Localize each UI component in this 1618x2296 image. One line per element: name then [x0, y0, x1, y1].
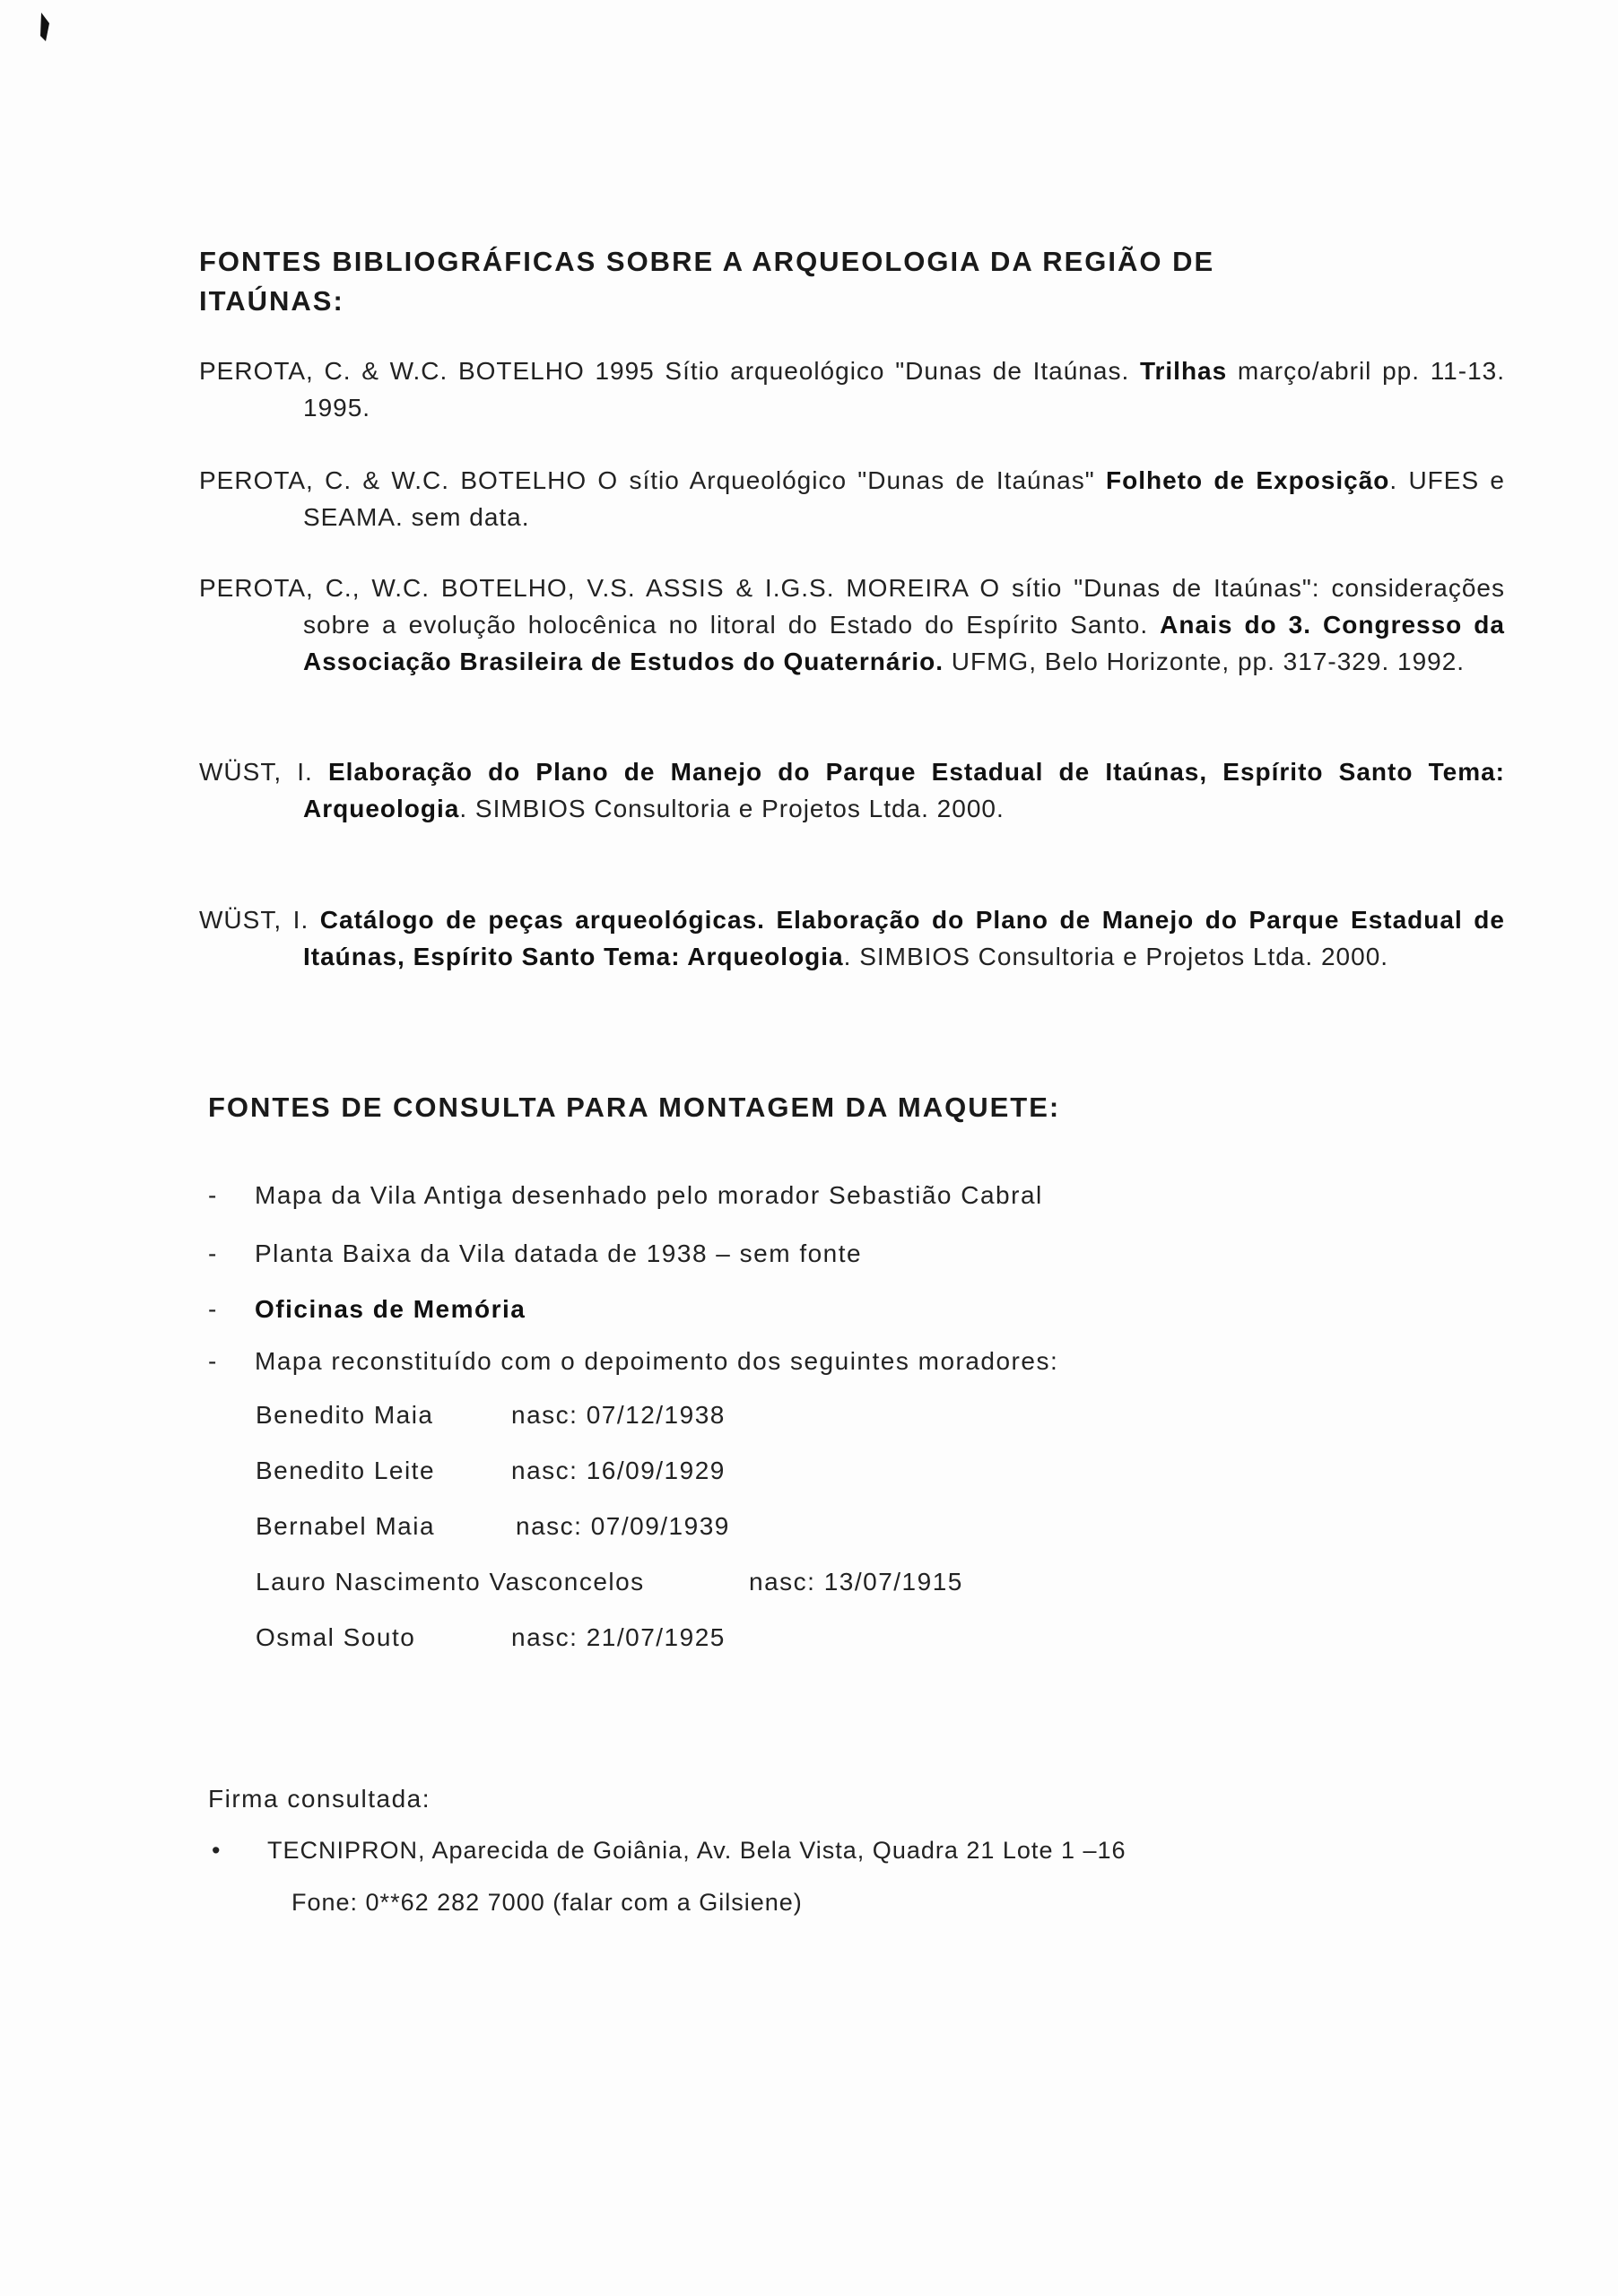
- firm-label: Firma consultada:: [208, 1785, 431, 1813]
- reference-4-authors: WÜST, I.: [199, 758, 328, 786]
- bibliography-heading-line1: FONTES BIBLIOGRÁFICAS SOBRE A ARQUEOLOGIA DA REGIÃO DE: [199, 246, 1215, 277]
- resident-birth: nasc: 13/07/1915: [749, 1568, 963, 1596]
- bibliography-heading-line2: ITAÚNAS:: [199, 285, 344, 317]
- resident-row: [256, 1512, 730, 1541]
- list-dash: -: [208, 1295, 218, 1323]
- list-item: [208, 1347, 1058, 1376]
- list-dash: -: [208, 1347, 218, 1375]
- reference-2-details: . UFES e SEAMA. sem data.: [303, 466, 1505, 531]
- reference-3: [199, 570, 1505, 680]
- list-dash: -: [208, 1239, 218, 1267]
- reference-1-details: março/abril pp. 11-13. 1995.: [303, 357, 1506, 422]
- firm-phone: Fone: 0**62 282 7000 (falar com a Gilsiene): [291, 1889, 803, 1916]
- resident-name: Lauro Nascimento Vasconcelos: [256, 1568, 645, 1596]
- reference-4-details: . SIMBIOS Consultoria e Projetos Ltda. 2000.: [459, 795, 1005, 822]
- reference-1-authors: PEROTA, C. & W.C. BOTELHO 1995 Sítio arqueológico "Dunas de Itaúnas.: [199, 357, 1130, 385]
- resident-row: [256, 1623, 726, 1652]
- reference-3-authors: PEROTA, C., W.C. BOTELHO, V.S. ASSIS & I.G.S. MOREIRA O sítio "Dunas de Itaúnas": considerações sobre a evolução holocênica no litoral do Estado do Espírito Santo.: [199, 574, 1505, 639]
- reference-5-authors: WÜST, I.: [199, 906, 320, 934]
- consultation-heading: FONTES DE CONSULTA PARA MONTAGEM DA MAQUETE:: [208, 1091, 1061, 1123]
- firm-details: TECNIPRON, Aparecida de Goiânia, Av. Bela Vista, Quadra 21 Lote 1 –16: [267, 1837, 1127, 1864]
- list-item-text: Oficinas de Memória: [255, 1295, 526, 1323]
- reference-3-title: Anais do 3. Congresso da Associação Brasileira de Estudos do Quaternário.: [303, 611, 1505, 675]
- list-item: [208, 1295, 526, 1324]
- resident-birth: nasc: 07/12/1938: [511, 1401, 726, 1429]
- list-dash: -: [208, 1181, 218, 1209]
- reference-2: [199, 462, 1505, 535]
- resident-name: Bernabel Maia: [256, 1512, 436, 1540]
- resident-row: [256, 1568, 963, 1596]
- reference-4: [199, 753, 1505, 827]
- bibliography-heading: [199, 242, 1419, 321]
- resident-row: [256, 1401, 726, 1430]
- resident-birth: nasc: 07/09/1939: [516, 1512, 730, 1540]
- reference-5-title: Catálogo de peças arqueológicas. Elaboração do Plano de Manejo do Parque Estadual de Itaúnas, Espírito Santo Tema: Arqueologia: [303, 906, 1505, 970]
- reference-1: [199, 352, 1505, 426]
- reference-5: [199, 901, 1505, 975]
- reference-1-title: Trilhas: [1139, 357, 1228, 385]
- list-item-text: Mapa da Vila Antiga desenhado pelo morador Sebastião Cabral: [255, 1181, 1043, 1209]
- reference-5-details: . SIMBIOS Consultoria e Projetos Ltda. 2000.: [843, 943, 1389, 970]
- corner-mark: [36, 9, 54, 45]
- resident-row: [256, 1457, 726, 1485]
- resident-birth: nasc: 16/09/1929: [511, 1457, 726, 1484]
- resident-name: Osmal Souto: [256, 1623, 416, 1651]
- list-item: [208, 1181, 1043, 1210]
- reference-3-details: UFMG, Belo Horizonte, pp. 317-329. 1992.: [944, 648, 1466, 675]
- reference-2-authors: PEROTA, C. & W.C. BOTELHO O sítio Arqueológico "Dunas de Itaúnas": [199, 466, 1106, 494]
- resident-name: Benedito Maia: [256, 1401, 434, 1429]
- reference-2-title: Folheto de Exposição: [1105, 466, 1390, 494]
- list-item-text: Mapa reconstituído com o depoimento dos seguintes moradores:: [255, 1347, 1059, 1375]
- list-item-text: Planta Baixa da Vila datada de 1938 – sem fonte: [255, 1239, 863, 1267]
- reference-4-title: Elaboração do Plano de Manejo do Parque Estadual de Itaúnas, Espírito Santo Tema: Arqueologia: [303, 758, 1505, 822]
- bullet-icon: •: [212, 1837, 222, 1864]
- list-item: [208, 1239, 862, 1268]
- resident-name: Benedito Leite: [256, 1457, 436, 1484]
- firm-entry: [212, 1837, 1127, 1865]
- resident-birth: nasc: 21/07/1925: [511, 1623, 726, 1651]
